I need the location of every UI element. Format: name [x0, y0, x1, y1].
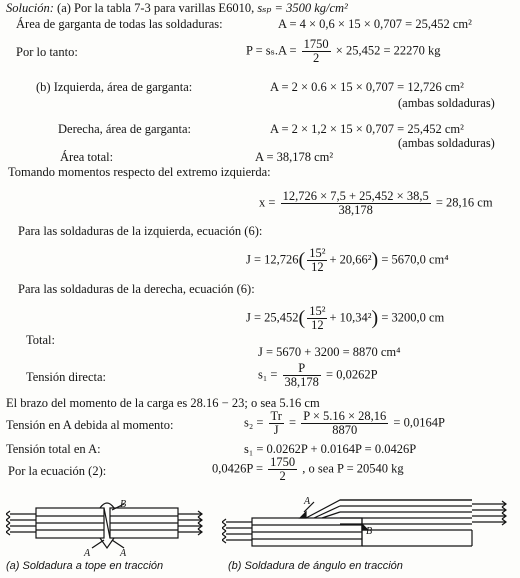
left-welds-label: Para las soldaduras de la izquierda, ecuación (6):	[18, 224, 263, 238]
j1-equation: J = 12,726( $\frac{\text{15²}}{12}$ + 20,66²) = 5670,0 cm⁴	[246, 246, 449, 274]
p-fraction: $\frac{1750}{2}$	[303, 37, 329, 65]
fig-b-label-a: A	[304, 496, 311, 507]
eq2-fraction: $\frac{1750}{2}$	[270, 455, 296, 483]
right-area-label: Derecha, área de garganta:	[58, 122, 192, 136]
j2-fraction: $\frac{\text{15²}}{12}$	[309, 304, 326, 332]
fig-a-label-a-right: A	[120, 548, 127, 559]
total-stress-eq: s₁ = 0.0262P + 0.0164P = 0.0426P	[244, 442, 417, 456]
total-j-eq: J = 5670 + 3200 = 8870 cm⁴	[258, 345, 401, 359]
moment-arm-line: El brazo del momento de la carga es 28.16 − 23; o sea 5.16 cm	[6, 396, 320, 410]
solution-intro: Solución: (a) Por la tabla 7-3 para varillas E6010, sₛₚ = 3500 kg/cm²	[6, 1, 348, 15]
total-area-label: Área total:	[60, 150, 114, 164]
j2-equation: J = 25,452( $\frac{\text{15²}}{12}$ + 10,34²) = 3200,0 cm	[246, 304, 445, 332]
p-equation: P = sₛ.A = $\frac{1750}{2}$ × 25,452 = 22270 kg	[246, 37, 441, 65]
area-all-label: Área de garganta de todas las soldaduras:	[16, 17, 223, 31]
figure-b-caption: (b) Soldadura de ángulo en tracción	[228, 560, 403, 572]
m-fraction-2: $\frac{P \times 5.16 \times 28,16}{8870}$	[303, 409, 387, 437]
x-equation: x = $\frac{12,726 \times 7,5 + 25,452 \times 38,5}{38,178}$ = 28,16 cm	[259, 189, 493, 217]
right-area-eq: A = 2 × 1,2 × 15 × 0,707 = 25,452 cm²	[270, 122, 464, 136]
direct-stress-label: Tensión directa:	[26, 370, 106, 384]
j1-fraction: $\frac{\text{15²}}{12}$	[309, 246, 326, 274]
left-area-label: (b) Izquierda, área de garganta:	[36, 80, 193, 94]
both-welds-note-1: (ambas soldaduras)	[398, 96, 495, 110]
m-fraction-1: $\frac{Tr}{J}$	[270, 409, 282, 437]
figure-a-caption: (a) Soldadura a tope en tracción	[6, 560, 164, 572]
moment-stress-label: Tensión en A debida al momento:	[6, 418, 174, 432]
total-j-label: Total:	[26, 333, 55, 347]
left-area-eq: A = 2 × 0.6 × 15 × 0,707 = 12,726 cm²	[270, 80, 464, 94]
moment-stress-eq: s₂ = $\frac{Tr}{J}$ = $\frac{P \times 5.16 \times 28,16}{8870}$ = 0,0164P	[244, 409, 445, 437]
eq2-label: Por la ecuación (2):	[8, 464, 107, 478]
x-fraction: $\frac{12,726 \times 7,5 + 25,452 \times 38,5}{38,178}$	[282, 189, 429, 217]
direct-stress-eq: s₁ = $\frac{P}{38,178}$ = 0,0262P	[258, 361, 378, 389]
total-area-eq: A = 38,178 cm²	[255, 150, 334, 164]
right-welds-label: Para las soldaduras de la derecha, ecuación (6):	[18, 282, 255, 296]
butt-weld-figure	[6, 494, 206, 556]
eq2-equation: 0,0426P = $\frac{1750}{2}$ , o sea P = 20540 kg	[212, 455, 404, 483]
therefore-label: Por lo tanto:	[16, 45, 78, 59]
fig-a-label-b: B	[120, 499, 127, 510]
area-all-eq: A = 4 × 0,6 × 15 × 0,707 = 25,452 cm²	[278, 17, 472, 31]
direct-fraction: $\frac{P}{38,178}$	[284, 361, 319, 389]
moments-label: Tomando momentos respecto del extremo izquierda:	[8, 165, 271, 179]
fig-a-label-a-left: A	[84, 548, 91, 559]
both-welds-note-2: (ambas soldaduras)	[398, 136, 495, 150]
total-stress-label: Tensión total en A:	[6, 442, 101, 456]
fig-b-label-b: B	[366, 526, 373, 537]
